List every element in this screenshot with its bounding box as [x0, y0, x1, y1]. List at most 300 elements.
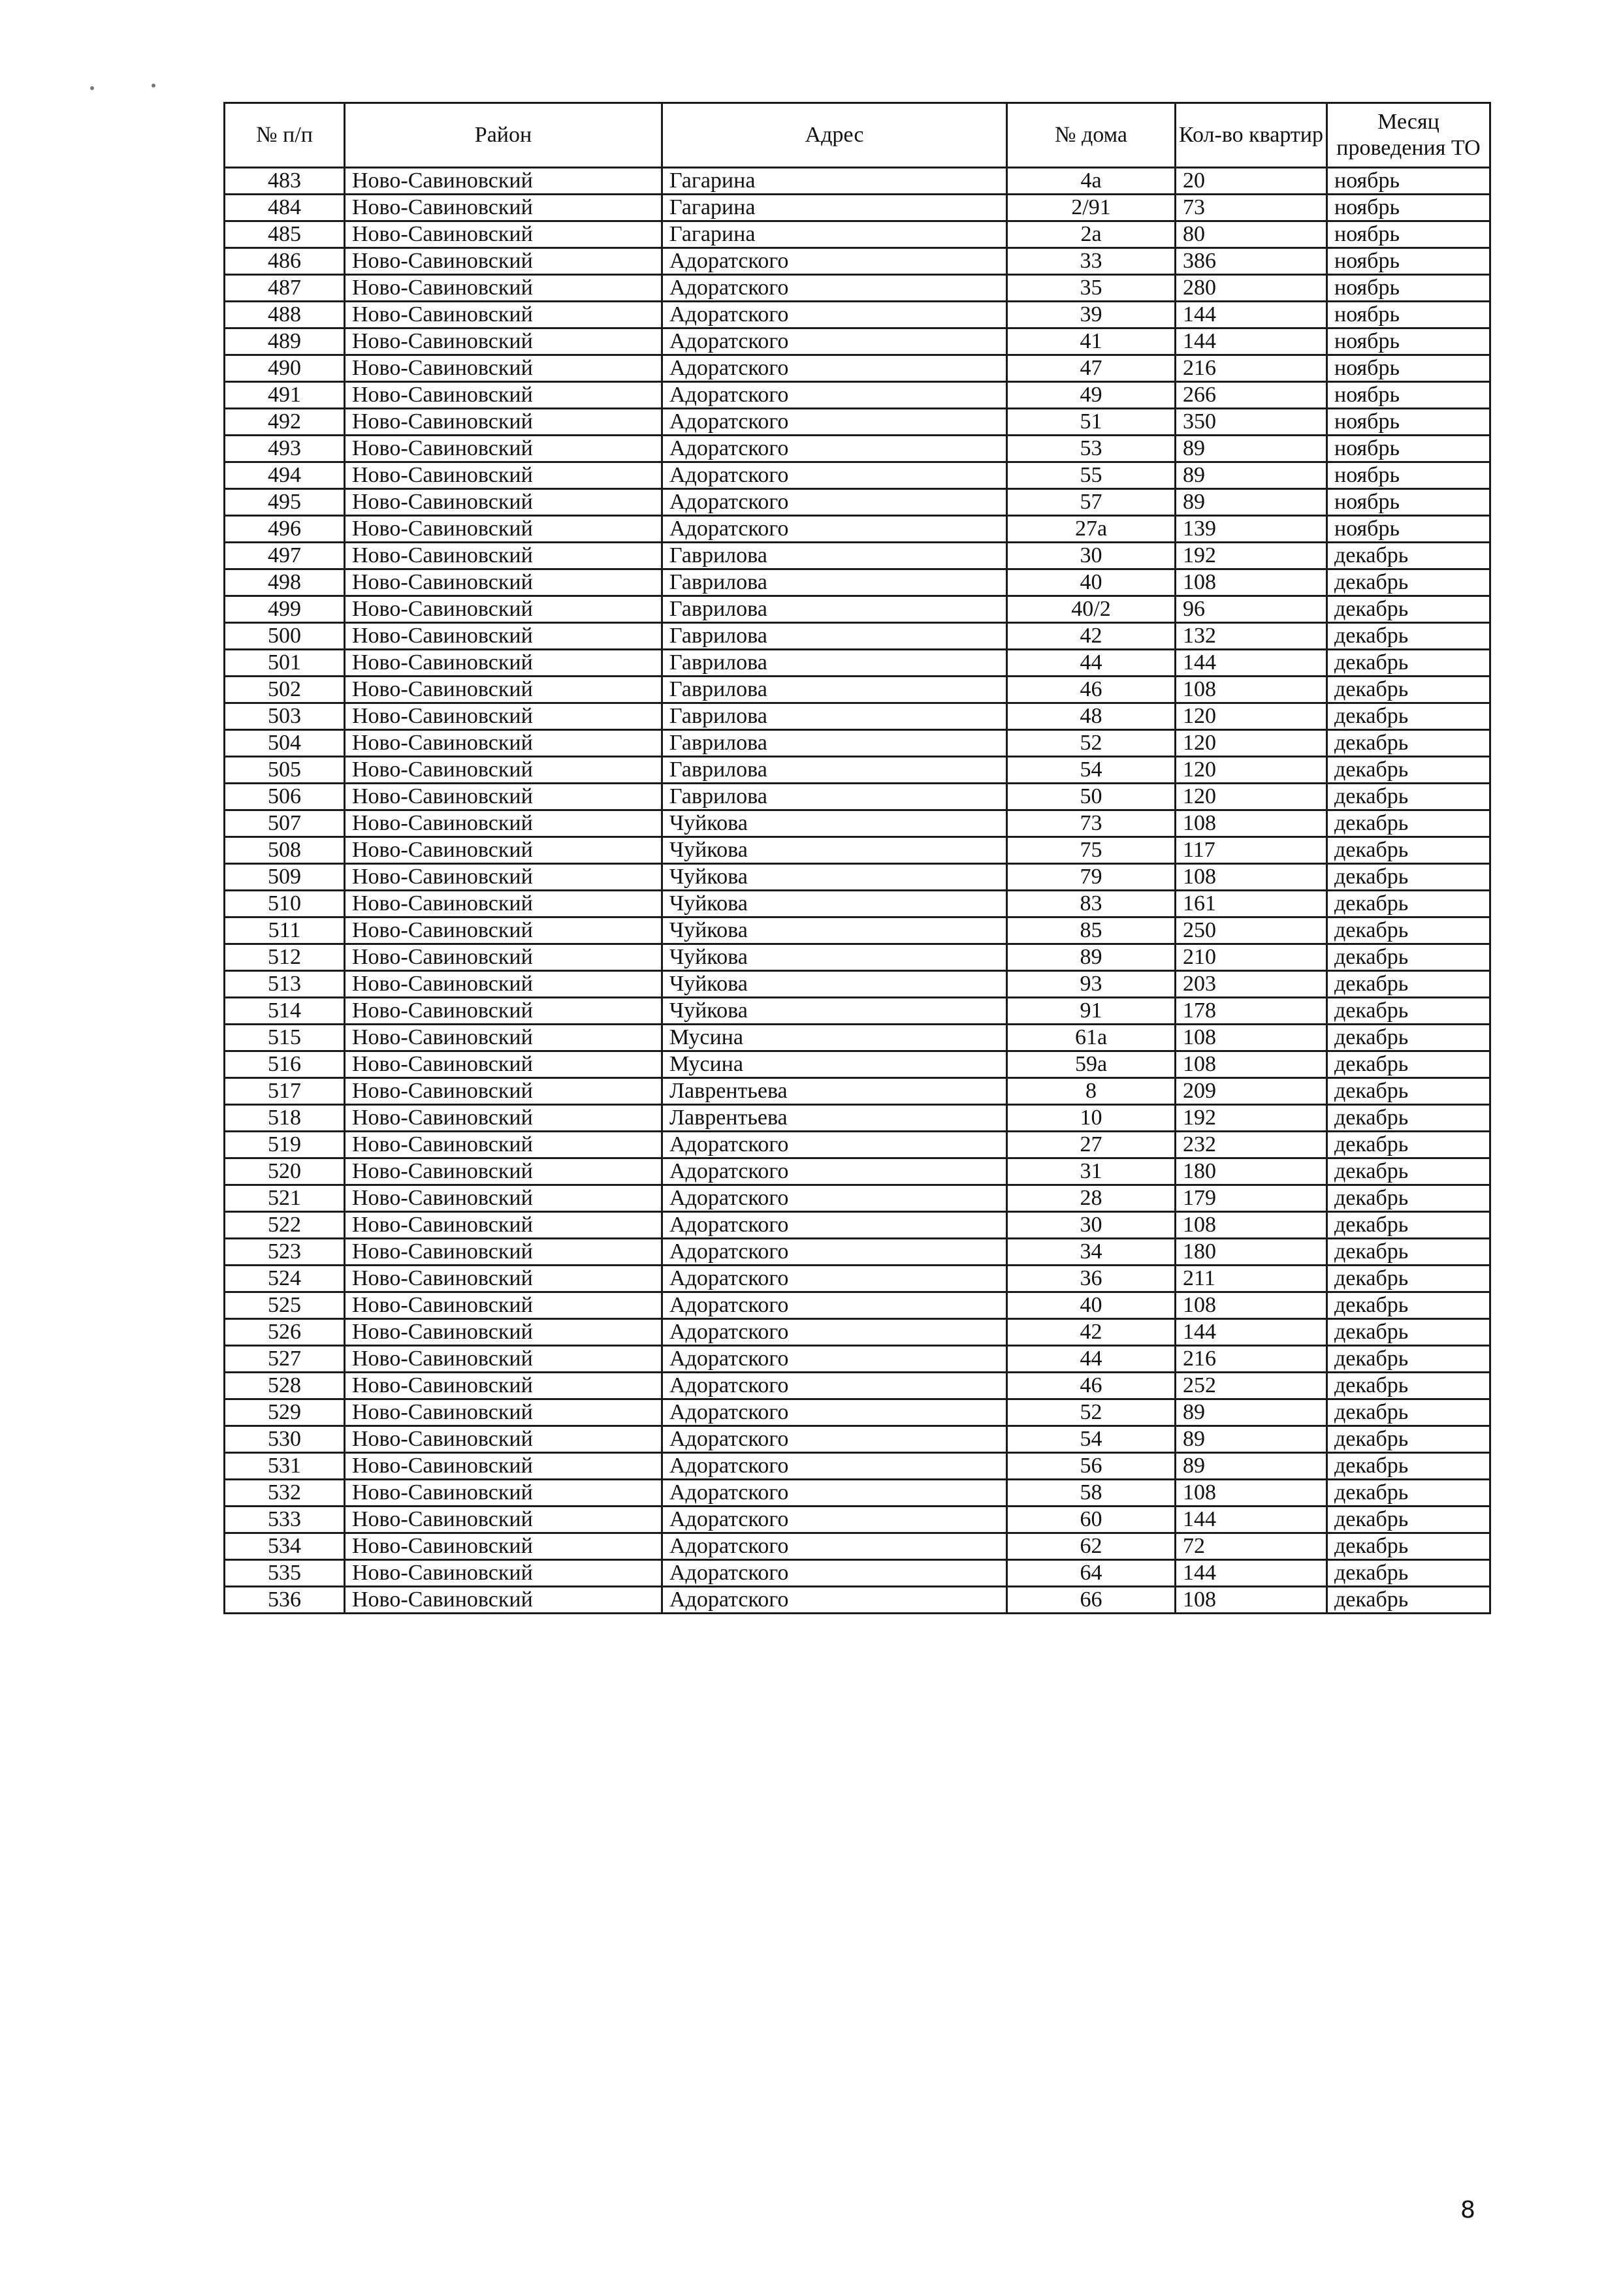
house-number-cell: 39 [1007, 302, 1176, 328]
table-row [225, 864, 1490, 891]
row-number-cell: 512 [225, 944, 345, 971]
house-number-cell: 73 [1007, 810, 1176, 837]
house-number-cell: 28 [1007, 1185, 1176, 1212]
street-cell: Адоратского [662, 328, 1007, 355]
street-cell: Адоратского [662, 275, 1007, 302]
apartment-count-cell: 210 [1176, 944, 1327, 971]
street-cell: Адоратского [662, 1480, 1007, 1507]
house-number-cell: 55 [1007, 462, 1176, 489]
row-number-cell: 483 [225, 168, 345, 195]
apartment-count-cell: 144 [1176, 328, 1327, 355]
row-number-cell: 530 [225, 1426, 345, 1453]
apartment-count-cell: 216 [1176, 1346, 1327, 1373]
district-cell: Ново-Савиновский [345, 1426, 662, 1453]
district-cell: Ново-Савиновский [345, 248, 662, 275]
table-row [225, 677, 1490, 703]
street-cell: Гагарина [662, 168, 1007, 195]
table-row [225, 1239, 1490, 1266]
month-cell: декабрь [1327, 1292, 1490, 1319]
street-cell: Адоратского [662, 382, 1007, 409]
apartment-count-cell: 180 [1176, 1158, 1327, 1185]
house-number-cell: 54 [1007, 757, 1176, 784]
month-cell: декабрь [1327, 784, 1490, 810]
table-row [225, 195, 1490, 221]
street-cell: Адоратского [662, 1399, 1007, 1426]
row-number-cell: 531 [225, 1453, 345, 1480]
row-number-cell: 505 [225, 757, 345, 784]
district-cell: Ново-Савиновский [345, 1212, 662, 1239]
row-number-cell: 490 [225, 355, 345, 382]
month-cell: декабрь [1327, 1533, 1490, 1560]
apartment-count-cell: 180 [1176, 1239, 1327, 1266]
apartment-count-cell: 89 [1176, 436, 1327, 462]
row-number-cell: 497 [225, 543, 345, 569]
street-cell: Гаврилова [662, 730, 1007, 757]
street-cell: Адоратского [662, 248, 1007, 275]
street-cell: Адоратского [662, 1132, 1007, 1158]
apartment-count-cell: 89 [1176, 462, 1327, 489]
apartment-count-cell: 132 [1176, 623, 1327, 650]
month-cell: ноябрь [1327, 355, 1490, 382]
district-cell: Ново-Савиновский [345, 1319, 662, 1346]
month-cell: декабрь [1327, 1373, 1490, 1399]
month-cell: декабрь [1327, 917, 1490, 944]
district-cell: Ново-Савиновский [345, 302, 662, 328]
maintenance-schedule-table [223, 102, 1491, 1614]
table-row [225, 623, 1490, 650]
header-maintenance-month: Месяц проведения ТО [1327, 103, 1490, 168]
month-cell: декабрь [1327, 623, 1490, 650]
header-house-number: № дома [1007, 103, 1176, 168]
district-cell: Ново-Савиновский [345, 730, 662, 757]
table-row [225, 302, 1490, 328]
street-cell: Адоратского [662, 1533, 1007, 1560]
table-row [225, 596, 1490, 623]
table-row [225, 1185, 1490, 1212]
apartment-count-cell: 139 [1176, 516, 1327, 543]
district-cell: Ново-Савиновский [345, 971, 662, 998]
month-cell: декабрь [1327, 569, 1490, 596]
row-number-cell: 525 [225, 1292, 345, 1319]
house-number-cell: 2/91 [1007, 195, 1176, 221]
row-number-cell: 529 [225, 1399, 345, 1426]
table-row [225, 221, 1490, 248]
table-row [225, 516, 1490, 543]
street-cell: Лаврентьева [662, 1078, 1007, 1105]
house-number-cell: 50 [1007, 784, 1176, 810]
row-number-cell: 506 [225, 784, 345, 810]
district-cell: Ново-Савиновский [345, 596, 662, 623]
district-cell: Ново-Савиновский [345, 1105, 662, 1132]
row-number-cell: 524 [225, 1266, 345, 1292]
street-cell: Гаврилова [662, 703, 1007, 730]
table-row [225, 1587, 1490, 1614]
district-cell: Ново-Савиновский [345, 1051, 662, 1078]
street-cell: Чуйкова [662, 998, 1007, 1025]
street-cell: Адоратского [662, 1185, 1007, 1212]
row-number-cell: 498 [225, 569, 345, 596]
table-row [225, 1025, 1490, 1051]
apartment-count-cell: 192 [1176, 543, 1327, 569]
header-row [225, 103, 1490, 168]
month-cell: декабрь [1327, 1560, 1490, 1587]
district-cell: Ново-Савиновский [345, 864, 662, 891]
row-number-cell: 535 [225, 1560, 345, 1587]
month-cell: декабрь [1327, 1132, 1490, 1158]
table-row [225, 757, 1490, 784]
street-cell: Адоратского [662, 1319, 1007, 1346]
row-number-cell: 518 [225, 1105, 345, 1132]
street-cell: Чуйкова [662, 891, 1007, 917]
apartment-count-cell: 350 [1176, 409, 1327, 436]
house-number-cell: 49 [1007, 382, 1176, 409]
house-number-cell: 56 [1007, 1453, 1176, 1480]
row-number-cell: 522 [225, 1212, 345, 1239]
table-row [225, 436, 1490, 462]
month-cell: ноябрь [1327, 516, 1490, 543]
street-cell: Адоратского [662, 302, 1007, 328]
table-row [225, 1346, 1490, 1373]
district-cell: Ново-Савиновский [345, 1453, 662, 1480]
house-number-cell: 44 [1007, 1346, 1176, 1373]
apartment-count-cell: 211 [1176, 1266, 1327, 1292]
apartment-count-cell: 108 [1176, 1480, 1327, 1507]
apartment-count-cell: 108 [1176, 864, 1327, 891]
row-number-cell: 511 [225, 917, 345, 944]
district-cell: Ново-Савиновский [345, 1399, 662, 1426]
month-cell: декабрь [1327, 730, 1490, 757]
district-cell: Ново-Савиновский [345, 998, 662, 1025]
house-number-cell: 42 [1007, 623, 1176, 650]
row-number-cell: 534 [225, 1533, 345, 1560]
district-cell: Ново-Савиновский [345, 810, 662, 837]
street-cell: Гагарина [662, 221, 1007, 248]
table-row [225, 1212, 1490, 1239]
apartment-count-cell: 209 [1176, 1078, 1327, 1105]
house-number-cell: 48 [1007, 703, 1176, 730]
apartment-count-cell: 20 [1176, 168, 1327, 195]
month-cell: декабрь [1327, 998, 1490, 1025]
month-cell: декабрь [1327, 810, 1490, 837]
street-cell: Адоратского [662, 1507, 1007, 1533]
house-number-cell: 64 [1007, 1560, 1176, 1587]
row-number-cell: 509 [225, 864, 345, 891]
house-number-cell: 62 [1007, 1533, 1176, 1560]
row-number-cell: 515 [225, 1025, 345, 1051]
row-number-cell: 528 [225, 1373, 345, 1399]
row-number-cell: 508 [225, 837, 345, 864]
street-cell: Гаврилова [662, 757, 1007, 784]
apartment-count-cell: 280 [1176, 275, 1327, 302]
header-apartment-count: Кол-во квартир [1176, 103, 1327, 168]
table-row [225, 1319, 1490, 1346]
month-cell: декабрь [1327, 1212, 1490, 1239]
table-row [225, 650, 1490, 677]
table-row [225, 569, 1490, 596]
apartment-count-cell: 232 [1176, 1132, 1327, 1158]
district-cell: Ново-Савиновский [345, 355, 662, 382]
apartment-count-cell: 89 [1176, 489, 1327, 516]
district-cell: Ново-Савиновский [345, 328, 662, 355]
district-cell: Ново-Савиновский [345, 917, 662, 944]
house-number-cell: 40/2 [1007, 596, 1176, 623]
house-number-cell: 75 [1007, 837, 1176, 864]
street-cell: Гаврилова [662, 677, 1007, 703]
district-cell: Ново-Савиновский [345, 1158, 662, 1185]
scan-speck [90, 86, 94, 90]
district-cell: Ново-Савиновский [345, 1507, 662, 1533]
month-cell: ноябрь [1327, 382, 1490, 409]
street-cell: Гаврилова [662, 569, 1007, 596]
table-row [225, 1292, 1490, 1319]
apartment-count-cell: 144 [1176, 1319, 1327, 1346]
month-cell: декабрь [1327, 1399, 1490, 1426]
apartment-count-cell: 108 [1176, 810, 1327, 837]
row-number-cell: 484 [225, 195, 345, 221]
house-number-cell: 30 [1007, 1212, 1176, 1239]
apartment-count-cell: 203 [1176, 971, 1327, 998]
month-cell: ноябрь [1327, 221, 1490, 248]
table-row [225, 998, 1490, 1025]
district-cell: Ново-Савиновский [345, 1292, 662, 1319]
table-row [225, 730, 1490, 757]
street-cell: Адоратского [662, 1453, 1007, 1480]
row-number-cell: 499 [225, 596, 345, 623]
house-number-cell: 57 [1007, 489, 1176, 516]
month-cell: декабрь [1327, 1158, 1490, 1185]
scan-speck [152, 84, 155, 88]
apartment-count-cell: 117 [1176, 837, 1327, 864]
street-cell: Гаврилова [662, 543, 1007, 569]
month-cell: ноябрь [1327, 168, 1490, 195]
house-number-cell: 46 [1007, 1373, 1176, 1399]
house-number-cell: 42 [1007, 1319, 1176, 1346]
house-number-cell: 30 [1007, 543, 1176, 569]
apartment-count-cell: 266 [1176, 382, 1327, 409]
house-number-cell: 4а [1007, 168, 1176, 195]
district-cell: Ново-Савиновский [345, 677, 662, 703]
month-cell: ноябрь [1327, 328, 1490, 355]
street-cell: Чуйкова [662, 971, 1007, 998]
table-row [225, 1453, 1490, 1480]
district-cell: Ново-Савиновский [345, 543, 662, 569]
row-number-cell: 488 [225, 302, 345, 328]
row-number-cell: 485 [225, 221, 345, 248]
table-row [225, 703, 1490, 730]
apartment-count-cell: 80 [1176, 221, 1327, 248]
month-cell: декабрь [1327, 757, 1490, 784]
house-number-cell: 93 [1007, 971, 1176, 998]
row-number-cell: 514 [225, 998, 345, 1025]
house-number-cell: 53 [1007, 436, 1176, 462]
table-row [225, 944, 1490, 971]
row-number-cell: 521 [225, 1185, 345, 1212]
house-number-cell: 52 [1007, 1399, 1176, 1426]
street-cell: Чуйкова [662, 864, 1007, 891]
row-number-cell: 513 [225, 971, 345, 998]
house-number-cell: 89 [1007, 944, 1176, 971]
table-row [225, 1078, 1490, 1105]
street-cell: Адоратского [662, 1560, 1007, 1587]
row-number-cell: 519 [225, 1132, 345, 1158]
month-cell: декабрь [1327, 650, 1490, 677]
house-number-cell: 85 [1007, 917, 1176, 944]
apartment-count-cell: 144 [1176, 1507, 1327, 1533]
month-cell: декабрь [1327, 1025, 1490, 1051]
apartment-count-cell: 161 [1176, 891, 1327, 917]
street-cell: Чуйкова [662, 837, 1007, 864]
table-row [225, 382, 1490, 409]
house-number-cell: 31 [1007, 1158, 1176, 1185]
district-cell: Ново-Савиновский [345, 462, 662, 489]
apartment-count-cell: 108 [1176, 1292, 1327, 1319]
row-number-cell: 516 [225, 1051, 345, 1078]
house-number-cell: 79 [1007, 864, 1176, 891]
apartment-count-cell: 96 [1176, 596, 1327, 623]
row-number-cell: 517 [225, 1078, 345, 1105]
district-cell: Ново-Савиновский [345, 569, 662, 596]
district-cell: Ново-Савиновский [345, 1373, 662, 1399]
street-cell: Чуйкова [662, 917, 1007, 944]
row-number-cell: 504 [225, 730, 345, 757]
street-cell: Адоратского [662, 1426, 1007, 1453]
table-row [225, 1051, 1490, 1078]
district-cell: Ново-Савиновский [345, 1560, 662, 1587]
house-number-cell: 91 [1007, 998, 1176, 1025]
apartment-count-cell: 89 [1176, 1426, 1327, 1453]
house-number-cell: 33 [1007, 248, 1176, 275]
street-cell: Адоратского [662, 462, 1007, 489]
row-number-cell: 526 [225, 1319, 345, 1346]
apartment-count-cell: 108 [1176, 1025, 1327, 1051]
district-cell: Ново-Савиновский [345, 1025, 662, 1051]
district-cell: Ново-Савиновский [345, 516, 662, 543]
month-cell: декабрь [1327, 971, 1490, 998]
house-number-cell: 8 [1007, 1078, 1176, 1105]
row-number-cell: 501 [225, 650, 345, 677]
table-row [225, 1507, 1490, 1533]
table-row [225, 409, 1490, 436]
house-number-cell: 61а [1007, 1025, 1176, 1051]
month-cell: ноябрь [1327, 436, 1490, 462]
apartment-count-cell: 108 [1176, 1051, 1327, 1078]
table-row [225, 810, 1490, 837]
table-row [225, 1426, 1490, 1453]
apartment-count-cell: 250 [1176, 917, 1327, 944]
district-cell: Ново-Савиновский [345, 784, 662, 810]
apartment-count-cell: 72 [1176, 1533, 1327, 1560]
table-row [225, 891, 1490, 917]
apartment-count-cell: 108 [1176, 569, 1327, 596]
district-cell: Ново-Савиновский [345, 489, 662, 516]
street-cell: Гагарина [662, 195, 1007, 221]
row-number-cell: 533 [225, 1507, 345, 1533]
house-number-cell: 27 [1007, 1132, 1176, 1158]
row-number-cell: 487 [225, 275, 345, 302]
month-cell: ноябрь [1327, 275, 1490, 302]
apartment-count-cell: 252 [1176, 1373, 1327, 1399]
district-cell: Ново-Савиновский [345, 168, 662, 195]
district-cell: Ново-Савиновский [345, 1346, 662, 1373]
apartment-count-cell: 178 [1176, 998, 1327, 1025]
month-cell: декабрь [1327, 1426, 1490, 1453]
street-cell: Адоратского [662, 1373, 1007, 1399]
month-cell: декабрь [1327, 1507, 1490, 1533]
month-cell: ноябрь [1327, 195, 1490, 221]
month-cell: декабрь [1327, 543, 1490, 569]
header-district: Район [345, 103, 662, 168]
table-row [225, 328, 1490, 355]
month-cell: декабрь [1327, 891, 1490, 917]
month-cell: ноябрь [1327, 409, 1490, 436]
apartment-count-cell: 179 [1176, 1185, 1327, 1212]
house-number-cell: 52 [1007, 730, 1176, 757]
house-number-cell: 34 [1007, 1239, 1176, 1266]
month-cell: декабрь [1327, 944, 1490, 971]
row-number-cell: 500 [225, 623, 345, 650]
district-cell: Ново-Савиновский [345, 1587, 662, 1614]
street-cell: Адоратского [662, 1266, 1007, 1292]
row-number-cell: 523 [225, 1239, 345, 1266]
table-row [225, 543, 1490, 569]
table-row [225, 275, 1490, 302]
month-cell: декабрь [1327, 1587, 1490, 1614]
month-cell: декабрь [1327, 1266, 1490, 1292]
street-cell: Гаврилова [662, 784, 1007, 810]
table-row [225, 1158, 1490, 1185]
district-cell: Ново-Савиновский [345, 837, 662, 864]
district-cell: Ново-Савиновский [345, 1185, 662, 1212]
month-cell: декабрь [1327, 1051, 1490, 1078]
apartment-count-cell: 120 [1176, 784, 1327, 810]
page-number: 8 [1460, 2197, 1475, 2224]
row-number-cell: 489 [225, 328, 345, 355]
apartment-count-cell: 73 [1176, 195, 1327, 221]
street-cell: Адоратского [662, 1292, 1007, 1319]
row-number-cell: 486 [225, 248, 345, 275]
table-row [225, 971, 1490, 998]
district-cell: Ново-Савиновский [345, 409, 662, 436]
street-cell: Лаврентьева [662, 1105, 1007, 1132]
table-row [225, 917, 1490, 944]
street-cell: Адоратского [662, 1587, 1007, 1614]
house-number-cell: 41 [1007, 328, 1176, 355]
table-row [225, 784, 1490, 810]
row-number-cell: 502 [225, 677, 345, 703]
house-number-cell: 54 [1007, 1426, 1176, 1453]
district-cell: Ново-Савиновский [345, 275, 662, 302]
apartment-count-cell: 144 [1176, 302, 1327, 328]
table-row [225, 248, 1490, 275]
apartment-count-cell: 108 [1176, 677, 1327, 703]
table-row [225, 489, 1490, 516]
apartment-count-cell: 386 [1176, 248, 1327, 275]
street-cell: Адоратского [662, 489, 1007, 516]
apartment-count-cell: 120 [1176, 757, 1327, 784]
house-number-cell: 40 [1007, 569, 1176, 596]
house-number-cell: 44 [1007, 650, 1176, 677]
street-cell: Адоратского [662, 1158, 1007, 1185]
month-cell: декабрь [1327, 864, 1490, 891]
street-cell: Адоратского [662, 409, 1007, 436]
house-number-cell: 51 [1007, 409, 1176, 436]
apartment-count-cell: 108 [1176, 1587, 1327, 1614]
district-cell: Ново-Савиновский [345, 891, 662, 917]
house-number-cell: 47 [1007, 355, 1176, 382]
month-cell: ноябрь [1327, 489, 1490, 516]
header-row-number: № п/п [225, 103, 345, 168]
street-cell: Адоратского [662, 355, 1007, 382]
